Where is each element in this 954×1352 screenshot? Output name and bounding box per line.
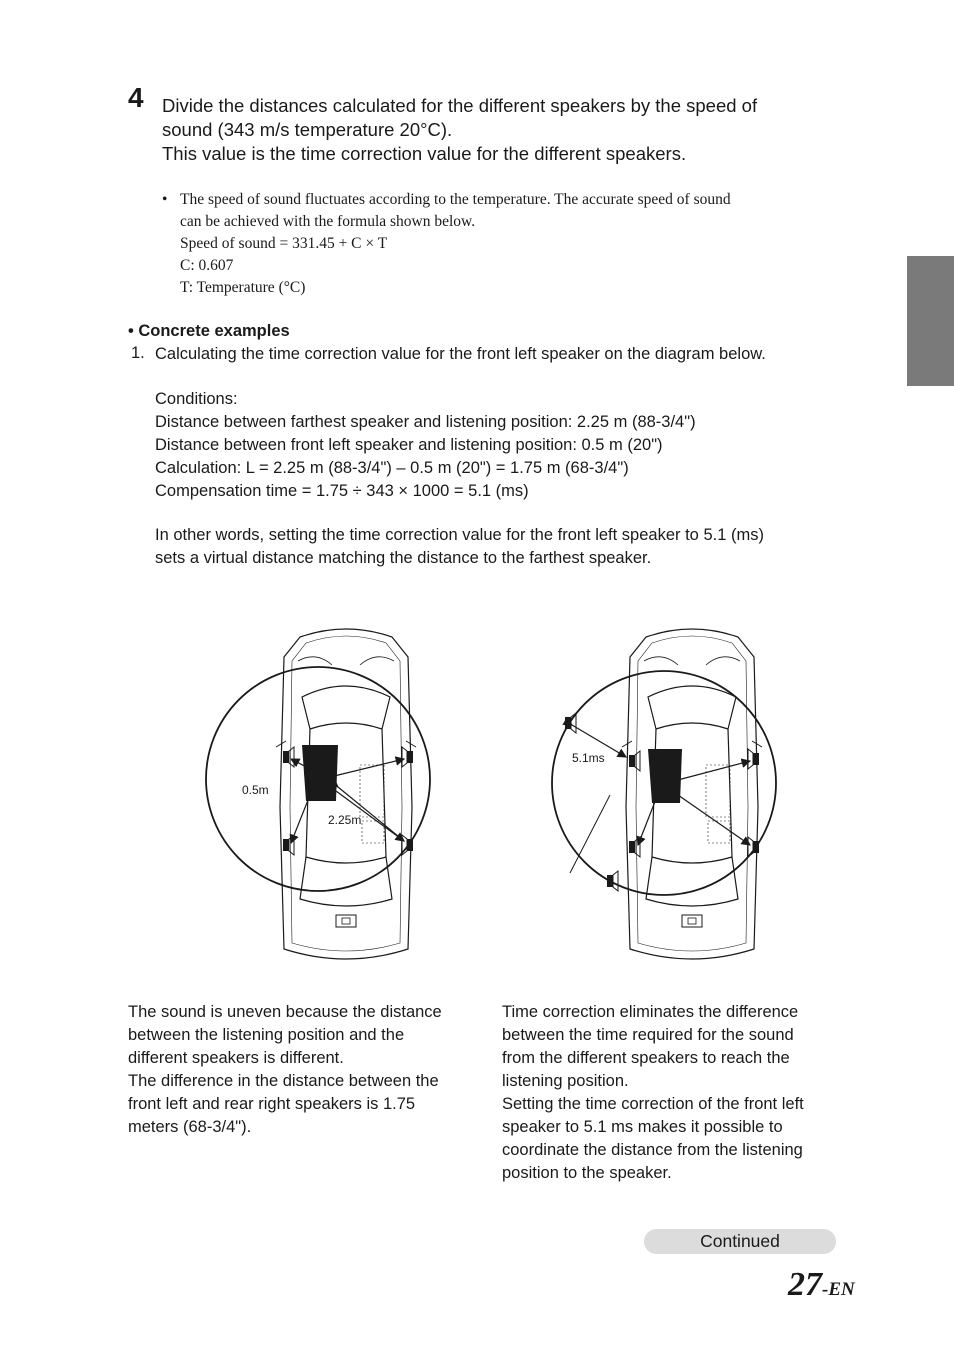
step-instruction — [162, 94, 852, 166]
caption-line: different speakers is different. — [128, 1049, 344, 1067]
step-line: sound (343 m/s temperature 20°C). — [162, 119, 453, 140]
caption-line: The sound is uneven because the distance — [128, 1003, 442, 1021]
step-number: 4 — [128, 82, 144, 113]
note-variable: T: Temperature (°C) — [180, 279, 306, 296]
front-left-speaker-icon — [629, 751, 640, 771]
right-car-diagram — [552, 629, 776, 959]
example-summary — [155, 524, 845, 570]
caption-line: listening position. — [502, 1072, 629, 1090]
summary-line: sets a virtual distance matching the distance to the farthest speaker. — [155, 549, 652, 567]
speaker-diagram — [190, 605, 790, 965]
time-correction-label: 5.1ms — [572, 751, 605, 765]
note-formula: Speed of sound = 331.45 + C × T — [180, 235, 388, 252]
caption-line: Setting the time correction of the front left — [502, 1095, 804, 1113]
example-title-text: Calculating the time correction value for the front left speaker on the diagram below. — [155, 345, 766, 363]
condition-line: Calculation: L = 2.25 m (88-3/4") – 0.5 m (20") = 1.75 m (68-3/4") — [155, 459, 629, 477]
caption-line: front left and rear right speakers is 1.75 — [128, 1095, 416, 1113]
caption-line: coordinate the distance from the listening — [502, 1141, 803, 1159]
step-line: Divide the distances calculated for the different speakers by the speed of — [162, 95, 758, 116]
speed-of-sound-note — [162, 189, 852, 299]
section-heading: • Concrete examples — [128, 322, 290, 340]
distance-label-near: 0.5m — [242, 783, 269, 797]
caption-line: speaker to 5.1 ms makes it possible to — [502, 1118, 783, 1136]
left-caption — [128, 1001, 480, 1139]
note-line: The speed of sound fluctuates according to the temperature. The accurate speed of sound — [180, 191, 731, 208]
caption-line: position to the speaker. — [502, 1164, 672, 1182]
rear-left-speaker-icon — [629, 837, 640, 857]
note-bullet: • — [162, 191, 168, 208]
example-title — [155, 343, 845, 366]
caption-line: The difference in the distance between the — [128, 1072, 439, 1090]
virtual-rear-left-speaker-icon — [607, 871, 618, 891]
note-constant: C: 0.607 — [180, 257, 234, 274]
caption-line: between the time required for the sound — [502, 1026, 794, 1044]
front-left-speaker-icon — [283, 747, 294, 767]
condition-line: Compensation time = 1.75 ÷ 343 × 1000 = 5.1 (ms) — [155, 482, 529, 500]
example-conditions — [155, 388, 845, 503]
condition-line: Distance between farthest speaker and listening position: 2.25 m (88-3/4") — [155, 413, 696, 431]
listener-seat-icon — [302, 745, 338, 801]
summary-line: In other words, setting the time correction value for the front left speaker to 5.1 (ms) — [155, 526, 764, 544]
page-number — [788, 1266, 855, 1304]
caption-line: meters (68-3/4"). — [128, 1118, 252, 1136]
section-tab — [907, 256, 954, 386]
right-caption — [502, 1001, 854, 1185]
page-number-value: 27 — [788, 1266, 822, 1303]
listener-seat-icon — [648, 749, 682, 803]
example-number: 1. — [131, 344, 145, 362]
caption-line: between the listening position and the — [128, 1026, 405, 1044]
continued-badge: Continued — [644, 1229, 836, 1254]
condition-line: Conditions: — [155, 390, 238, 408]
caption-line: from the different speakers to reach the — [502, 1049, 790, 1067]
page-number-suffix: -EN — [822, 1279, 855, 1300]
note-line: can be achieved with the formula shown below. — [180, 213, 476, 230]
step-line: This value is the time correction value for the different speakers. — [162, 143, 687, 164]
condition-line: Distance between front left speaker and listening position: 0.5 m (20") — [155, 436, 663, 454]
distance-label-far: 2.25m — [328, 813, 362, 827]
left-car-diagram — [206, 629, 430, 959]
caption-line: Time correction eliminates the difference — [502, 1003, 799, 1021]
